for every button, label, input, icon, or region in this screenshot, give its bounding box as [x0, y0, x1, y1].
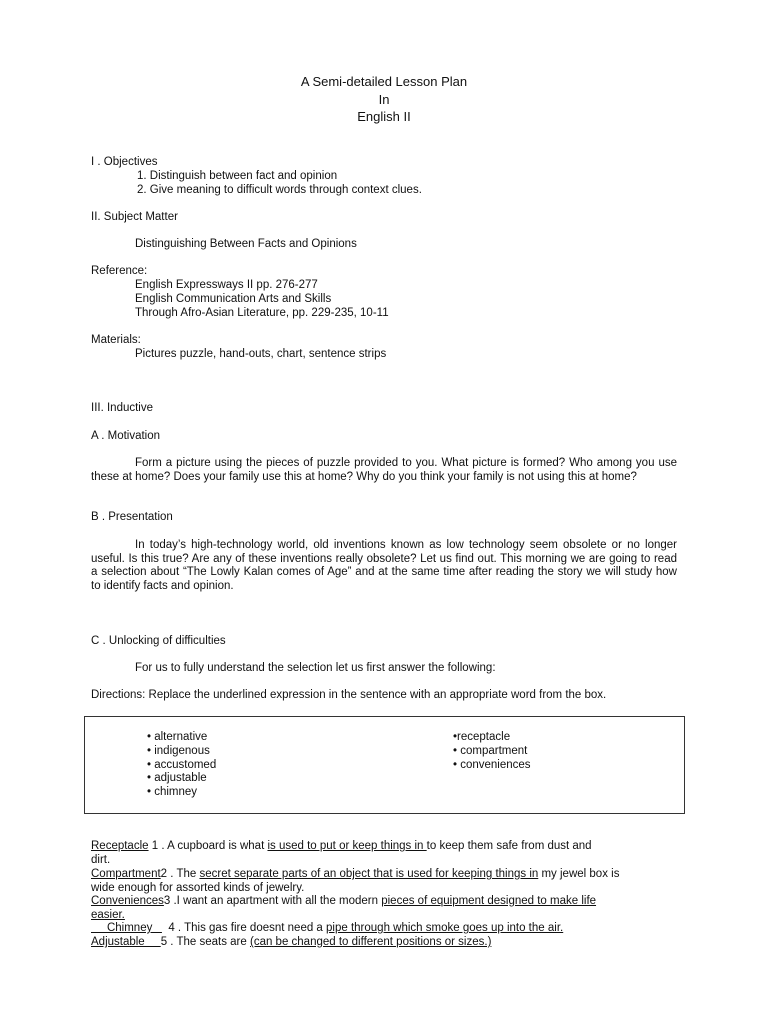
presentation-paragraph: In today’s high-technology world, old inventions known as low technology seem obsolete or no longer useful. Is this true? Are any of these inventions really obsolete? Let us find out. This morning we are going to read a selection about “The Lowly Kalan comes of Age” and at the same time after reading the story we will study how to identify facts and opinion.: [91, 539, 677, 592]
materials-text: Pictures puzzle, hand-outs, chart, sentence strips: [135, 348, 387, 360]
underlined-expression: secret separate parts of an object that is used for keeping things in: [199, 868, 539, 880]
sentence-text: to keep them safe from dust and: [426, 840, 592, 852]
presentation-heading: B . Presentation: [91, 511, 173, 523]
underlined-expression: is used to put or keep things in: [267, 840, 427, 852]
word-box-item: • accustomed: [147, 759, 217, 771]
sentence-text: 5 . The seats are: [160, 936, 250, 948]
answer-sentence: [91, 922, 563, 936]
word-box-item: • conveniences: [453, 759, 531, 771]
reference-line: Through Afro-Asian Literature, pp. 229-235, 10-11: [135, 307, 389, 319]
answer-word: Chimney: [91, 922, 162, 934]
inductive-heading: III. Inductive: [91, 402, 154, 414]
reference-heading: Reference:: [91, 265, 148, 277]
answer-sentence: [91, 840, 592, 854]
word-box-item: •receptacle: [453, 731, 511, 743]
word-box: [84, 716, 685, 814]
objectives-heading: I . Objectives: [91, 156, 158, 168]
sentence-text: 2 . The: [160, 868, 200, 880]
materials-heading: Materials:: [91, 334, 141, 346]
answer-sentence: [91, 868, 619, 882]
document-title: A Semi-detailed Lesson Plan: [300, 74, 468, 89]
directions-text: Directions: Replace the underlined expression in the sentence with an appropriate word from the box.: [91, 689, 607, 701]
word-box-item: • indigenous: [147, 745, 210, 757]
sentence-continuation: easier.: [91, 909, 125, 921]
answer-word: Adjustable: [91, 936, 161, 948]
underlined-expression: pieces of equipment designed to make life: [381, 895, 597, 907]
subject-matter-heading: II. Subject Matter: [91, 211, 178, 223]
underlined-expression: pipe through which smoke goes up into the air.: [326, 922, 564, 934]
objective-item: 2. Give meaning to difficult words through context clues.: [137, 184, 422, 196]
sentence-text: 3 .I want an apartment with all the modern: [163, 895, 382, 907]
answer-word: Compartment: [91, 868, 161, 880]
unlocking-heading: C . Unlocking of difficulties: [91, 635, 226, 647]
motivation-heading: A . Motivation: [91, 430, 161, 442]
answer-word: Conveniences: [91, 895, 164, 907]
word-box-item: • alternative: [147, 731, 208, 743]
answer-sentence: [91, 936, 491, 950]
underlined-expression: (can be changed to different positions or sizes.): [249, 936, 492, 948]
reference-line: English Communication Arts and Skills: [135, 293, 332, 305]
answer-word: Receptacle: [91, 840, 149, 852]
sentence-text: 4 . This gas fire doesnt need a: [161, 922, 327, 934]
motivation-paragraph: Form a picture using the pieces of puzzle provided to you. What picture is formed? Who among you use these at home? Does your family use this at home? Why do you think your family is not using this at home?: [91, 457, 677, 483]
word-box-item: • compartment: [453, 745, 528, 757]
word-box-item: • chimney: [147, 786, 198, 798]
document-subtitle: English II: [357, 109, 411, 124]
word-box-item: • adjustable: [147, 772, 207, 784]
sentence-text: 1 . A cupboard is what: [148, 840, 268, 852]
sentence-continuation: wide enough for assorted kinds of jewelry.: [91, 882, 305, 894]
sentence-text: my jewel box is: [538, 868, 620, 880]
answer-sentence: [91, 895, 596, 909]
objective-item: 1. Distinguish between fact and opinion: [137, 170, 338, 182]
unlocking-intro: For us to fully understand the selection let us first answer the following:: [135, 662, 496, 674]
sentence-continuation: dirt.: [91, 854, 111, 866]
document-title-in: In: [378, 92, 390, 107]
subject-matter-topic: Distinguishing Between Facts and Opinions: [135, 238, 357, 250]
reference-line: English Expressways II pp. 276-277: [135, 279, 318, 291]
